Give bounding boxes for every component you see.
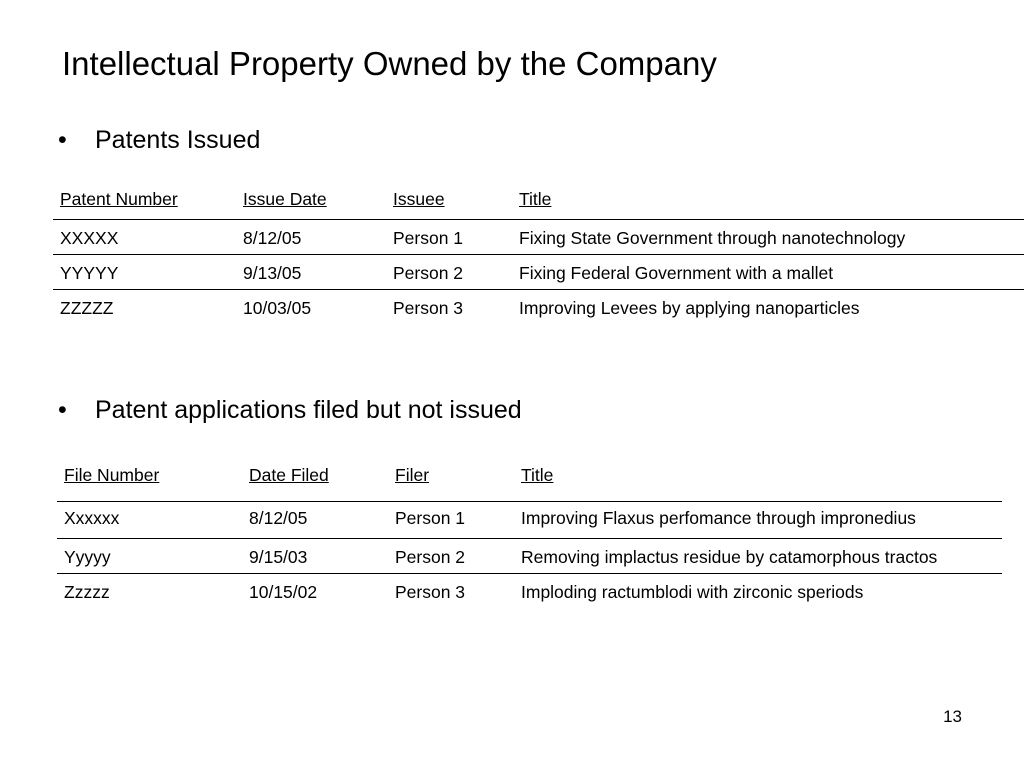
bullet-patent-applications [58, 394, 522, 426]
issue-date-cell: 9/13/05 [236, 255, 386, 290]
title-cell: Fixing Federal Government with a mallet [512, 255, 1024, 290]
column-header-issuee: Issuee [386, 189, 512, 220]
issuee-cell: Person 3 [393, 298, 464, 318]
patents-issued-table [53, 189, 1024, 324]
patent-number-cell: YYYYY [53, 255, 236, 290]
patent-applications-table [57, 465, 1002, 608]
title-cell: Improving Flaxus perfomance through impronedius [514, 502, 1002, 539]
table-row [53, 290, 1024, 325]
table-row [57, 574, 1002, 609]
slide-title: Intellectual Property Owned by the Company [62, 45, 717, 82]
column-header-patent-number: Patent Number [53, 189, 236, 220]
title-cell: Imploding ractumblodi with zirconic speriods [521, 582, 864, 602]
title-cell: Improving Levees by applying nanoparticles [519, 298, 860, 318]
bullet-label: Patents Issued [95, 126, 261, 154]
date-filed-cell: 10/15/02 [249, 582, 318, 602]
column-header-issue-date: Issue Date [236, 189, 386, 220]
filer-cell: Person 3 [395, 582, 466, 602]
title-cell: Fixing State Government through nanotechnology [512, 220, 1024, 255]
page-number: 13 [943, 707, 962, 726]
column-header-file-number: File Number [57, 465, 242, 502]
table-row [53, 220, 1024, 255]
issuee-cell: Person 1 [386, 220, 512, 255]
bullet-dot: • [58, 396, 67, 424]
bullet-patents-issued [58, 124, 260, 156]
column-header-title: Title [512, 189, 1024, 220]
table-header-row [57, 465, 1002, 502]
column-header-filer: Filer [388, 465, 514, 502]
file-number-cell: Xxxxxx [57, 502, 242, 539]
issue-date-cell: 10/03/05 [243, 298, 312, 318]
table-row [57, 502, 1002, 539]
date-filed-cell: 8/12/05 [242, 502, 388, 539]
column-header-date-filed: Date Filed [242, 465, 388, 502]
table-header-row [53, 189, 1024, 220]
title-cell: Removing implactus residue by catamorphous tractos [514, 539, 1002, 574]
patent-number-cell: XXXXX [53, 220, 236, 255]
column-header-title: Title [514, 465, 1002, 502]
filer-cell: Person 2 [388, 539, 514, 574]
table-row [57, 539, 1002, 574]
patent-number-cell: ZZZZZ [60, 298, 114, 318]
bullet-label: Patent applications filed but not issued [95, 396, 522, 424]
date-filed-cell: 9/15/03 [242, 539, 388, 574]
table-row [53, 255, 1024, 290]
bullet-dot: • [58, 126, 67, 154]
filer-cell: Person 1 [388, 502, 514, 539]
issue-date-cell: 8/12/05 [236, 220, 386, 255]
issuee-cell: Person 2 [386, 255, 512, 290]
file-number-cell: Zzzzz [64, 582, 110, 602]
file-number-cell: Yyyyy [57, 539, 242, 574]
